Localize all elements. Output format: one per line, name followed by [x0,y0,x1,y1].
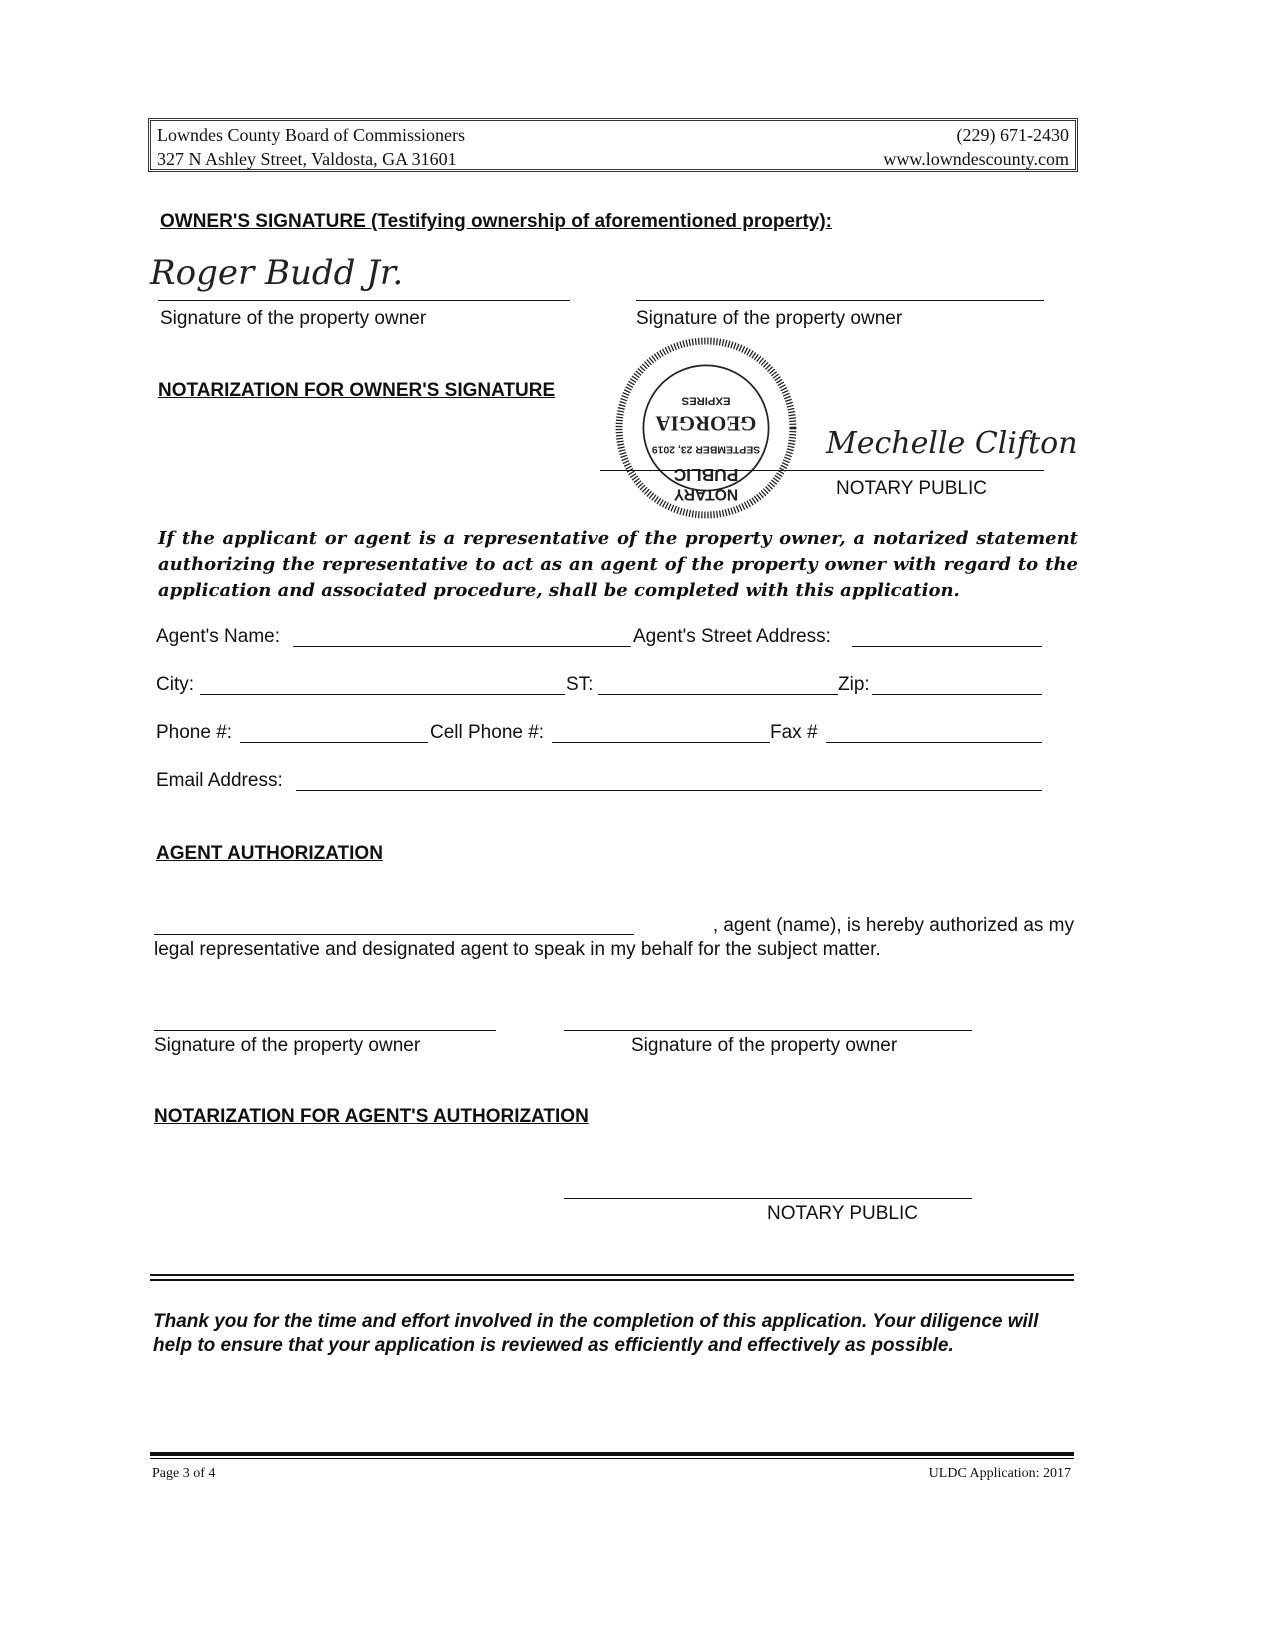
application-version: ULDC Application: 2017 [928,1466,1071,1481]
city-label: City: [156,674,194,695]
owner-signature-line-2[interactable] [636,300,1044,301]
authorization-text-2: legal representative and designated agent to speak in my behalf for the subject matter. [154,939,881,960]
agent-owner-signature-label-1: Signature of the property owner [154,1035,421,1056]
cell-phone-field[interactable] [552,742,770,743]
agent-name-field[interactable] [293,646,631,647]
zip-field[interactable] [872,694,1042,695]
letterhead-box [148,118,1078,172]
thank-you-note: Thank you for the time and effort involved in the completion of this application. Your diligence will help to ensure that your application is reviewed as efficiently and effectively as possible. [153,1311,1039,1356]
notary-seal [606,336,806,520]
notary-owner-signature-line[interactable] [600,470,1044,471]
fax-label: Fax # [770,722,818,743]
agent-address-field[interactable] [852,646,1042,647]
st-field[interactable] [598,694,838,695]
org-address: 327 N Ashley Street, Valdosta, GA 31601 [157,149,457,169]
cell-phone-label: Cell Phone #: [430,722,545,743]
fax-field[interactable] [826,742,1042,743]
city-field[interactable] [200,694,565,695]
svg-text:EXPIRES: EXPIRES [681,394,731,407]
notary-agent-label: NOTARY PUBLIC [767,1203,918,1224]
zip-label: Zip: [838,674,870,695]
agent-owner-signature-line-2[interactable] [564,1030,972,1031]
footer-divider [150,1452,1074,1459]
notary-handwritten-signature: Mechelle Clifton [826,426,1078,461]
owner-signature-label-2: Signature of the property owner [636,308,903,329]
section-divider [150,1274,1074,1281]
email-label: Email Address: [156,770,283,791]
owner-signature-line-1[interactable] [158,300,570,301]
agent-address-label: Agent's Street Address: [633,626,831,647]
org-website: www.lowndescounty.com [883,149,1069,169]
phone-label: Phone #: [156,722,233,743]
agent-name-label: Agent's Name: [156,626,281,647]
svg-text:SEPTEMBER 23, 2019: SEPTEMBER 23, 2019 [651,443,761,455]
owner-signature-label-1: Signature of the property owner [160,308,427,329]
authorization-text-1: , agent (name), is hereby authorized as my [712,915,1074,936]
notary-agent-signature-line[interactable] [564,1198,972,1199]
st-label: ST: [566,674,594,695]
representative-notice: If the applicant or agent is a representative of the property owner, a notarized statement authorizing the representative to act as an agent of the property owner with regard to the application and associated procedure, shall be completed with this application. [158,528,1078,601]
page-number: Page 3 of 4 [152,1466,216,1481]
notarization-agent-title: NOTARIZATION FOR AGENT'S AUTHORIZATION [154,1106,589,1127]
email-field[interactable] [296,790,1042,791]
phone-field[interactable] [240,742,428,743]
svg-text:PUBLIC: PUBLIC [673,464,739,485]
org-phone: (229) 671-2430 [956,125,1069,145]
agent-owner-signature-label-2: Signature of the property owner [631,1035,898,1056]
notary-owner-label: NOTARY PUBLIC [836,478,987,499]
org-name: Lowndes County Board of Commissioners [157,125,465,145]
agent-authorization-title: AGENT AUTHORIZATION [156,843,383,864]
agent-name-authorization-field[interactable] [154,934,634,935]
svg-text:NOTARY: NOTARY [673,485,739,503]
notarization-owner-title: NOTARIZATION FOR OWNER'S SIGNATURE [158,380,556,401]
agent-owner-signature-line-1[interactable] [154,1030,496,1031]
svg-text:GEORGIA: GEORGIA [655,411,757,436]
owner-signature-title: OWNER'S SIGNATURE (Testifying ownership of aforementioned property): [160,211,833,232]
owner-handwritten-signature: Roger Budd Jr. [150,253,404,293]
